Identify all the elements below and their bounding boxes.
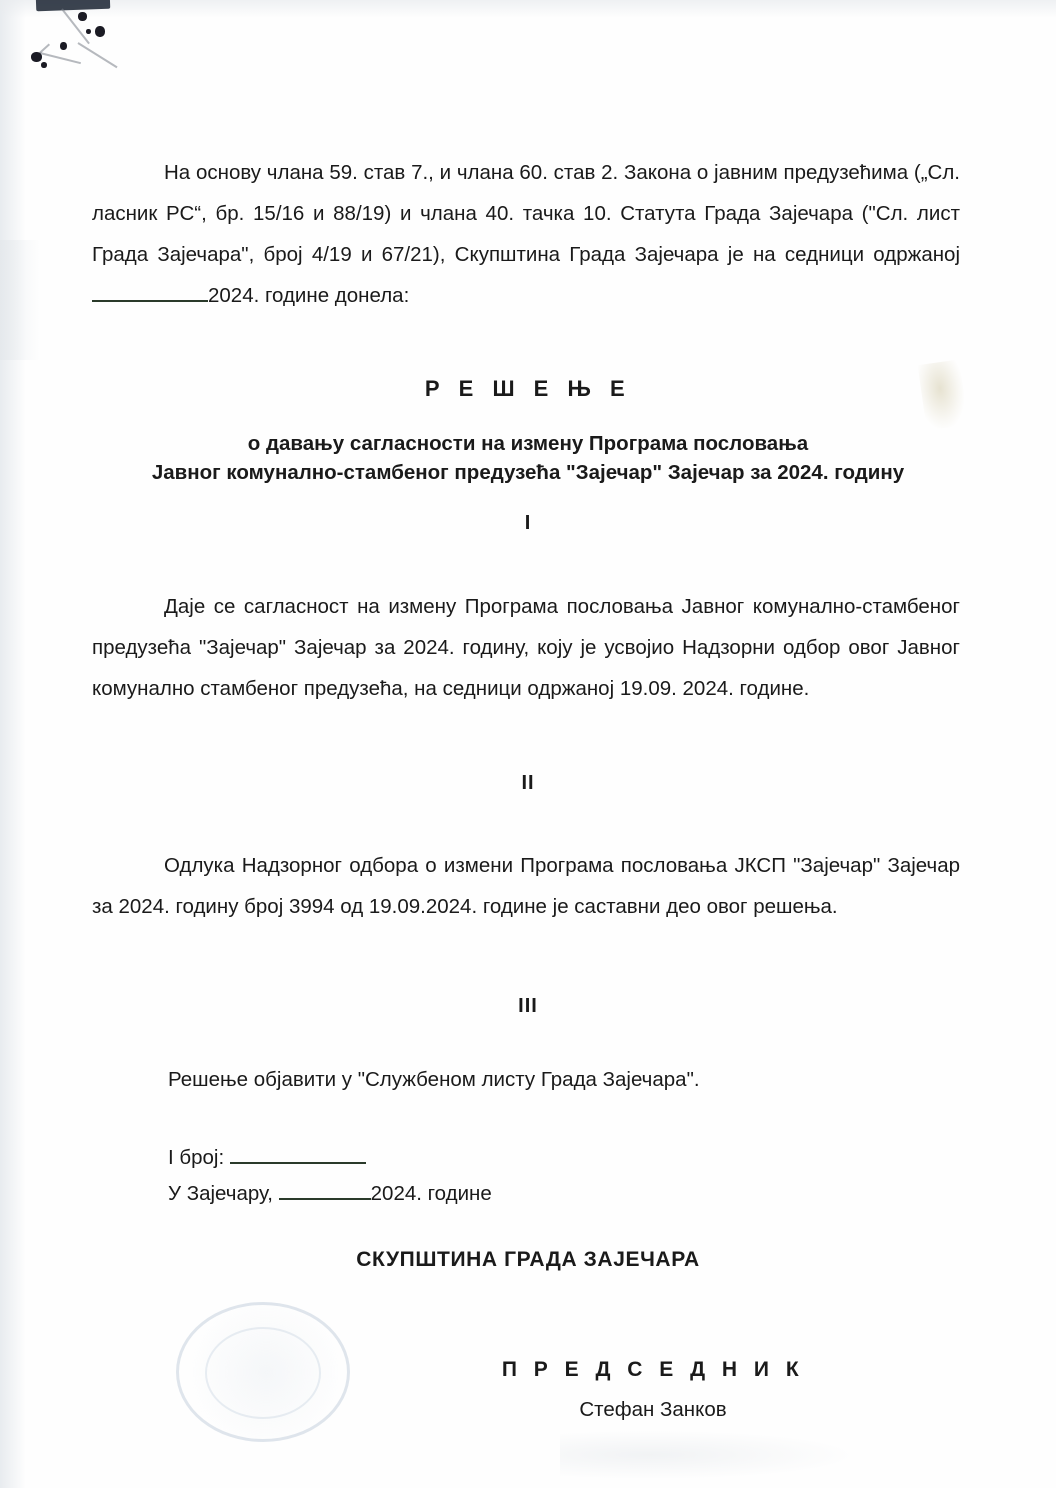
place-year-suffix: 2024. године <box>370 1182 492 1205</box>
place-date-blank-field[interactable] <box>279 1198 371 1200</box>
section-body-3: Решење објавити у "Службеном листу Града Зајечара". <box>168 1068 700 1091</box>
section-numeral-1: I <box>524 512 532 534</box>
section-body-1: Даје се сагласност на измену Програма пословања Јавног комунално-стамбеног предузећа "Зајечар" Зајечар за 2024. годину, коју је усвојио Надзорни одбор овог Јавног комунално стамбеног предузећа, на седници одржаној 19.09. 2024. године. <box>92 595 960 700</box>
section-numeral-2: II <box>521 772 535 794</box>
document-number-label: I број: <box>168 1146 225 1169</box>
scan-wash-artifact <box>0 240 40 360</box>
preamble-paragraph <box>92 152 960 316</box>
place-label: У Зајечару, <box>168 1182 273 1205</box>
document-number-line <box>168 1140 366 1176</box>
place-date-line <box>168 1176 492 1212</box>
signer-name: Стефан Занков <box>579 1398 727 1421</box>
signer-role: П Р Е Д С Е Д Н И К <box>501 1358 805 1381</box>
scan-wash-artifact-bottom <box>560 1430 860 1480</box>
document-number-blank-field[interactable] <box>230 1162 366 1164</box>
ink-speckle-cluster <box>0 0 200 150</box>
preamble-text-after: 2024. године донела: <box>208 284 410 307</box>
document-subtitle-line-2: Јавног комунално-стамбеног предузећа "Зајечар" Зајечар за 2024. годину <box>151 461 905 484</box>
document-subtitle-line-1: о давању сагласности на измену Програма пословања <box>247 432 809 455</box>
preamble-text-before: На основу члана 59. став 7., и члана 60. став 2. Закона о јавним предузећима („Сл. ласник РС“, бр. 15/16 и 88/19) и члана 40. тачка 10. Статута Града Зајечара ("Сл. лист Града Зајечара", број 4/19 и 67/21), Скупштина Града Зајечара је на седници одржаној <box>92 161 960 266</box>
section-body-2: Одлука Надзорног одбора о измени Програма пословања ЈКСП "Зајечар" Зајечар за 2024. годину број 3994 од 19.09.2024. године је саставни део овог решења. <box>92 854 960 918</box>
scan-edge-shadow-top <box>0 0 1056 18</box>
document-title: Р Е Ш Е Њ Е <box>424 376 632 401</box>
assembly-name: СКУПШТИНА ГРАДА ЗАЈЕЧАРА <box>356 1248 700 1271</box>
section-numeral-3: III <box>518 995 538 1017</box>
session-date-blank-field[interactable] <box>92 300 208 302</box>
